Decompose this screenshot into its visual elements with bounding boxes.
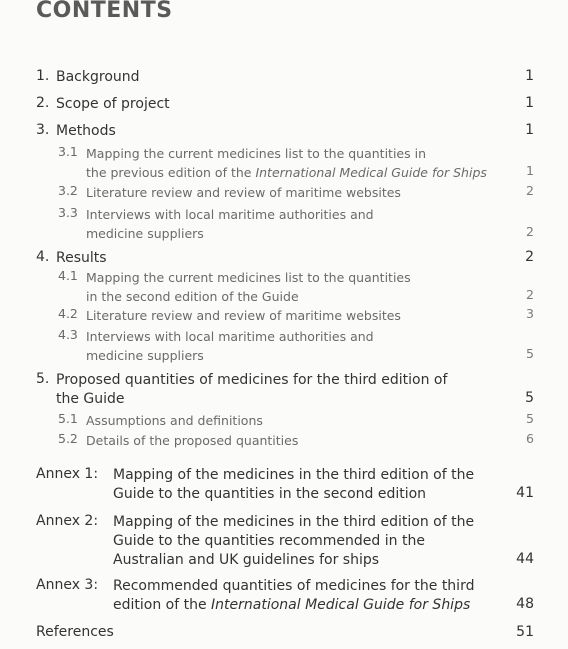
toc-title: Mapping of the medicines in the third edition of the Guide to the quantities in the second edition xyxy=(113,467,475,502)
toc-number: 4.2 xyxy=(58,306,78,321)
toc-title: Interviews with local maritime authorities and medicine suppliers xyxy=(86,207,374,241)
toc-annex-label: Annex 3: xyxy=(36,577,99,593)
toc-page-number: 5 xyxy=(526,411,534,426)
toc-page-number: 1 xyxy=(526,163,534,178)
toc-title: Proposed quantities of medicines for the third edition of the Guide xyxy=(56,372,448,407)
toc-annex-label: Annex 1: xyxy=(36,466,99,482)
toc-page-number: 2 xyxy=(526,224,534,239)
toc-number: 4.1 xyxy=(58,268,78,283)
toc-number: 3.3 xyxy=(58,205,78,220)
toc-title: Background xyxy=(56,69,140,85)
toc-number: 3.2 xyxy=(58,183,78,198)
toc-page-number: 1 xyxy=(525,122,534,138)
toc-title: Details of the proposed quantities xyxy=(86,433,299,448)
toc-page-number: 2 xyxy=(526,183,534,198)
toc-page-number: 44 xyxy=(516,551,534,567)
toc-title: Interviews with local maritime authorities and medicine suppliers xyxy=(86,329,374,363)
toc-title: Mapping the current medicines list to the quantities in the second edition of the Guide xyxy=(86,270,411,304)
toc-number: 3.1 xyxy=(58,144,78,159)
toc-title: Results xyxy=(56,250,107,266)
toc-number: 4. xyxy=(36,249,50,265)
toc-title: Literature review and review of maritime websites xyxy=(86,308,401,323)
toc-page-number: 1 xyxy=(525,68,534,84)
toc-number: 4.3 xyxy=(58,327,78,342)
toc-page-number: 6 xyxy=(526,431,534,446)
toc-title: Assumptions and definitions xyxy=(86,413,263,428)
toc-page-number: 5 xyxy=(525,390,534,406)
toc-page-number: 1 xyxy=(525,95,534,111)
toc-page-number: 48 xyxy=(516,596,534,612)
toc-title: Mapping of the medicines in the third edition of the Guide to the quantities recommended in the Australian and UK guidelines for ships xyxy=(113,514,475,568)
toc-title: Scope of project xyxy=(56,96,170,112)
toc-title: Literature review and review of maritime websites xyxy=(86,185,401,200)
toc-page-number: 2 xyxy=(525,249,534,265)
toc-page-number: 2 xyxy=(526,287,534,302)
toc-number: 2. xyxy=(36,95,50,111)
toc-number: 1. xyxy=(36,68,50,84)
toc-title: References xyxy=(36,624,114,640)
toc-page-number: 5 xyxy=(526,346,534,361)
toc-number: 5. xyxy=(36,371,50,387)
toc-page-number: 3 xyxy=(526,306,534,321)
toc-page-number: 41 xyxy=(516,485,534,501)
toc-title: Recommended quantities of medicines for the third edition of the International Medical Guide for Ships xyxy=(113,578,475,613)
toc-number: 5.1 xyxy=(58,411,78,426)
toc-annex-label: Annex 2: xyxy=(36,513,99,529)
toc-title: Methods xyxy=(56,123,116,139)
toc-number: 3. xyxy=(36,122,50,138)
toc-number: 5.2 xyxy=(58,431,78,446)
toc-title: Mapping the current medicines list to the quantities in the previous edition of the International Medical Guide for Ships xyxy=(86,146,487,180)
toc-page-number: 51 xyxy=(516,624,534,640)
page-title: CONTENTS xyxy=(36,0,173,23)
